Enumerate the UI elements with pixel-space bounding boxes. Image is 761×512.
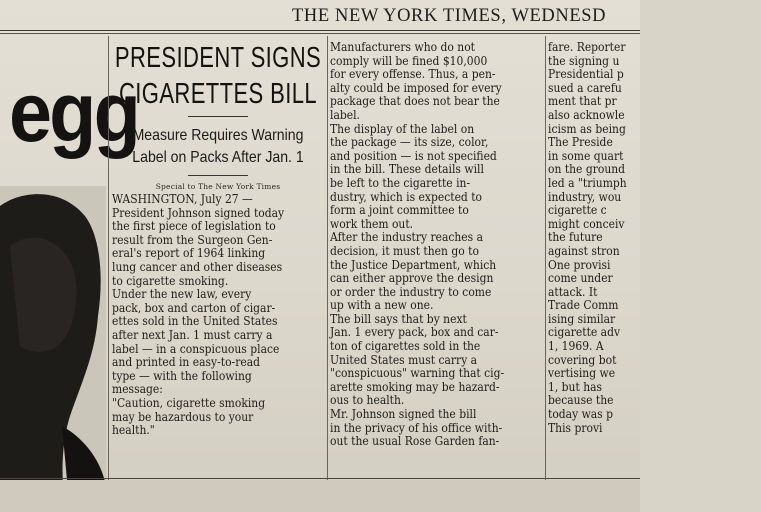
article-column-2 (330, 40, 544, 448)
body-text-line: up with a new one. (330, 297, 434, 313)
body-text-line: led a "triumph (548, 174, 627, 190)
masthead-rule-thin (0, 33, 640, 34)
body-text-line: cigarette adv (548, 324, 621, 340)
body-text-line: dustry, which is expected to (330, 188, 483, 204)
body-text-line: the package — its size, color, (330, 134, 489, 150)
body-text-line: message: (112, 381, 163, 397)
headline-rule (188, 116, 248, 117)
body-text-line: The Preside (548, 134, 613, 150)
body-text-line: because the (548, 392, 614, 408)
body-text-line: lung cancer and other diseases (112, 258, 283, 274)
dateline-credit: Special to The New York Times (155, 182, 281, 191)
subhead-rule (188, 175, 248, 176)
article-body-col1 (112, 192, 325, 437)
article-body-col2 (330, 40, 543, 448)
body-text-line: decision, it must then go to (330, 242, 479, 258)
body-text-line: comply will be fined $10,000 (330, 52, 488, 68)
body-text-line: "Caution, cigarette smoking (112, 394, 266, 410)
body-text-line: label — in a conspicuous place (112, 340, 280, 356)
body-text-line: covering bot (548, 351, 617, 367)
masthead-rule (0, 30, 640, 31)
ad-headline: egg (8, 65, 139, 159)
article-body-col3 (548, 40, 761, 434)
body-text-line: in some quart (548, 147, 624, 163)
body-text-line: Jan. 1 every pack, box and car- (330, 324, 499, 340)
body-text-line: cigarette c (548, 202, 607, 218)
body-text-line: arette smoking may be hazard- (330, 378, 500, 394)
body-text-line: The bill says that by next (330, 310, 467, 326)
body-text-line: to cigarette smoking. (112, 272, 229, 288)
body-text-line: Under the new law, every (112, 286, 252, 302)
body-text-line: form a joint committee to (330, 202, 469, 218)
body-text-line: might conceiv (548, 215, 625, 231)
body-text-line: WASHINGTON, July 27 — (112, 191, 253, 206)
body-text-line: and position — is not specified (330, 147, 497, 163)
body-text-line: health." (112, 422, 155, 438)
ad-photo-figure (0, 186, 106, 512)
body-text-line: "conspicuous" warning that cig- (330, 365, 505, 381)
subhead-line: Measure Requires Warning (132, 127, 304, 144)
body-text-line: fare. Reporter (548, 39, 626, 54)
body-text-line: 1, 1969. A (548, 338, 604, 354)
body-text-line: pack, box and carton of cigar- (112, 299, 276, 315)
body-text-line: attack. It (548, 283, 598, 299)
body-text-line: may be hazardous to your (112, 408, 254, 424)
headline-line: CIGARETTES BILL (118, 78, 317, 110)
body-text-line: work them out. (330, 215, 414, 231)
body-text-line: in the bill. These details will (330, 161, 484, 177)
masthead: THE NEW YORK TIMES, WEDNESD (292, 6, 607, 26)
body-text-line: After the industry reaches a (330, 229, 484, 245)
body-text-line: eral's report of 1964 linking (112, 245, 266, 261)
body-text-line: ettes sold in the United States (112, 313, 278, 329)
body-text-line: icism as being (548, 120, 626, 136)
body-text-line: President Johnson signed today (112, 204, 285, 220)
column-rule (545, 36, 546, 512)
body-text-line: come under (548, 270, 613, 286)
body-text-line: ising similar (548, 310, 616, 326)
subhead-line: Label on Packs After Jan. 1 (132, 149, 304, 166)
body-text-line: the signing u (548, 52, 620, 68)
body-text-line: Trade Comm (548, 297, 619, 313)
body-text-line: in the privacy of his office with- (330, 419, 503, 435)
bottom-rule (0, 478, 640, 479)
body-text-line: The display of the label on (330, 120, 475, 136)
body-text-line: the first piece of legislation to (112, 218, 276, 234)
body-text-line: sued a carefu (548, 79, 622, 95)
body-text-line: out the usual Rose Garden fan- (330, 433, 500, 449)
article-column-1 (112, 36, 324, 437)
body-text-line: ment that pr (548, 93, 617, 109)
body-text-line: today was p (548, 406, 614, 422)
body-text-line: can either approve the design (330, 270, 494, 286)
article-column-3 (548, 40, 648, 434)
column-rule (108, 36, 109, 512)
body-text-line: One provisi (548, 256, 611, 272)
body-text-line: against stron (548, 242, 620, 258)
body-text-line: United States must carry a (330, 351, 478, 367)
body-text-line: Mr. Johnson signed the bill (330, 406, 477, 422)
body-text-line: ton of cigarettes sold in the (330, 338, 481, 354)
body-text-line: ous to health. (330, 392, 405, 408)
body-text-line: This provi (548, 419, 603, 435)
page-bottom-edge (0, 480, 640, 512)
body-text-line: label. (330, 106, 360, 122)
body-text-line: also acknowle (548, 106, 625, 122)
body-text-line: for every offense. Thus, a pen- (330, 66, 496, 82)
body-text-line: type — with the following (112, 367, 252, 383)
body-text-line: Manufacturers who do not (330, 39, 475, 54)
body-text-line: package that does not bear the (330, 93, 500, 109)
body-text-line: 1, but has (548, 378, 603, 394)
body-text-line: and printed in easy-to-read (112, 354, 260, 370)
body-text-line: on the ground (548, 161, 626, 177)
body-text-line: be left to the cigarette in- (330, 174, 471, 190)
column-rule (327, 36, 328, 512)
body-text-line: the Justice Department, which (330, 256, 497, 272)
body-text-line: result from the Surgeon Gen- (112, 231, 273, 247)
headline-line: PRESIDENT SIGNS (114, 42, 322, 74)
body-text-line: alty could be imposed for every (330, 79, 502, 95)
body-text-line: after next Jan. 1 must carry a (112, 326, 273, 342)
body-text-line: the future (548, 229, 603, 245)
body-text-line: industry, wou (548, 188, 622, 204)
body-text-line: vertising we (548, 365, 616, 381)
body-text-line: or order the industry to come (330, 283, 492, 299)
body-text-line: Presidential p (548, 66, 624, 82)
